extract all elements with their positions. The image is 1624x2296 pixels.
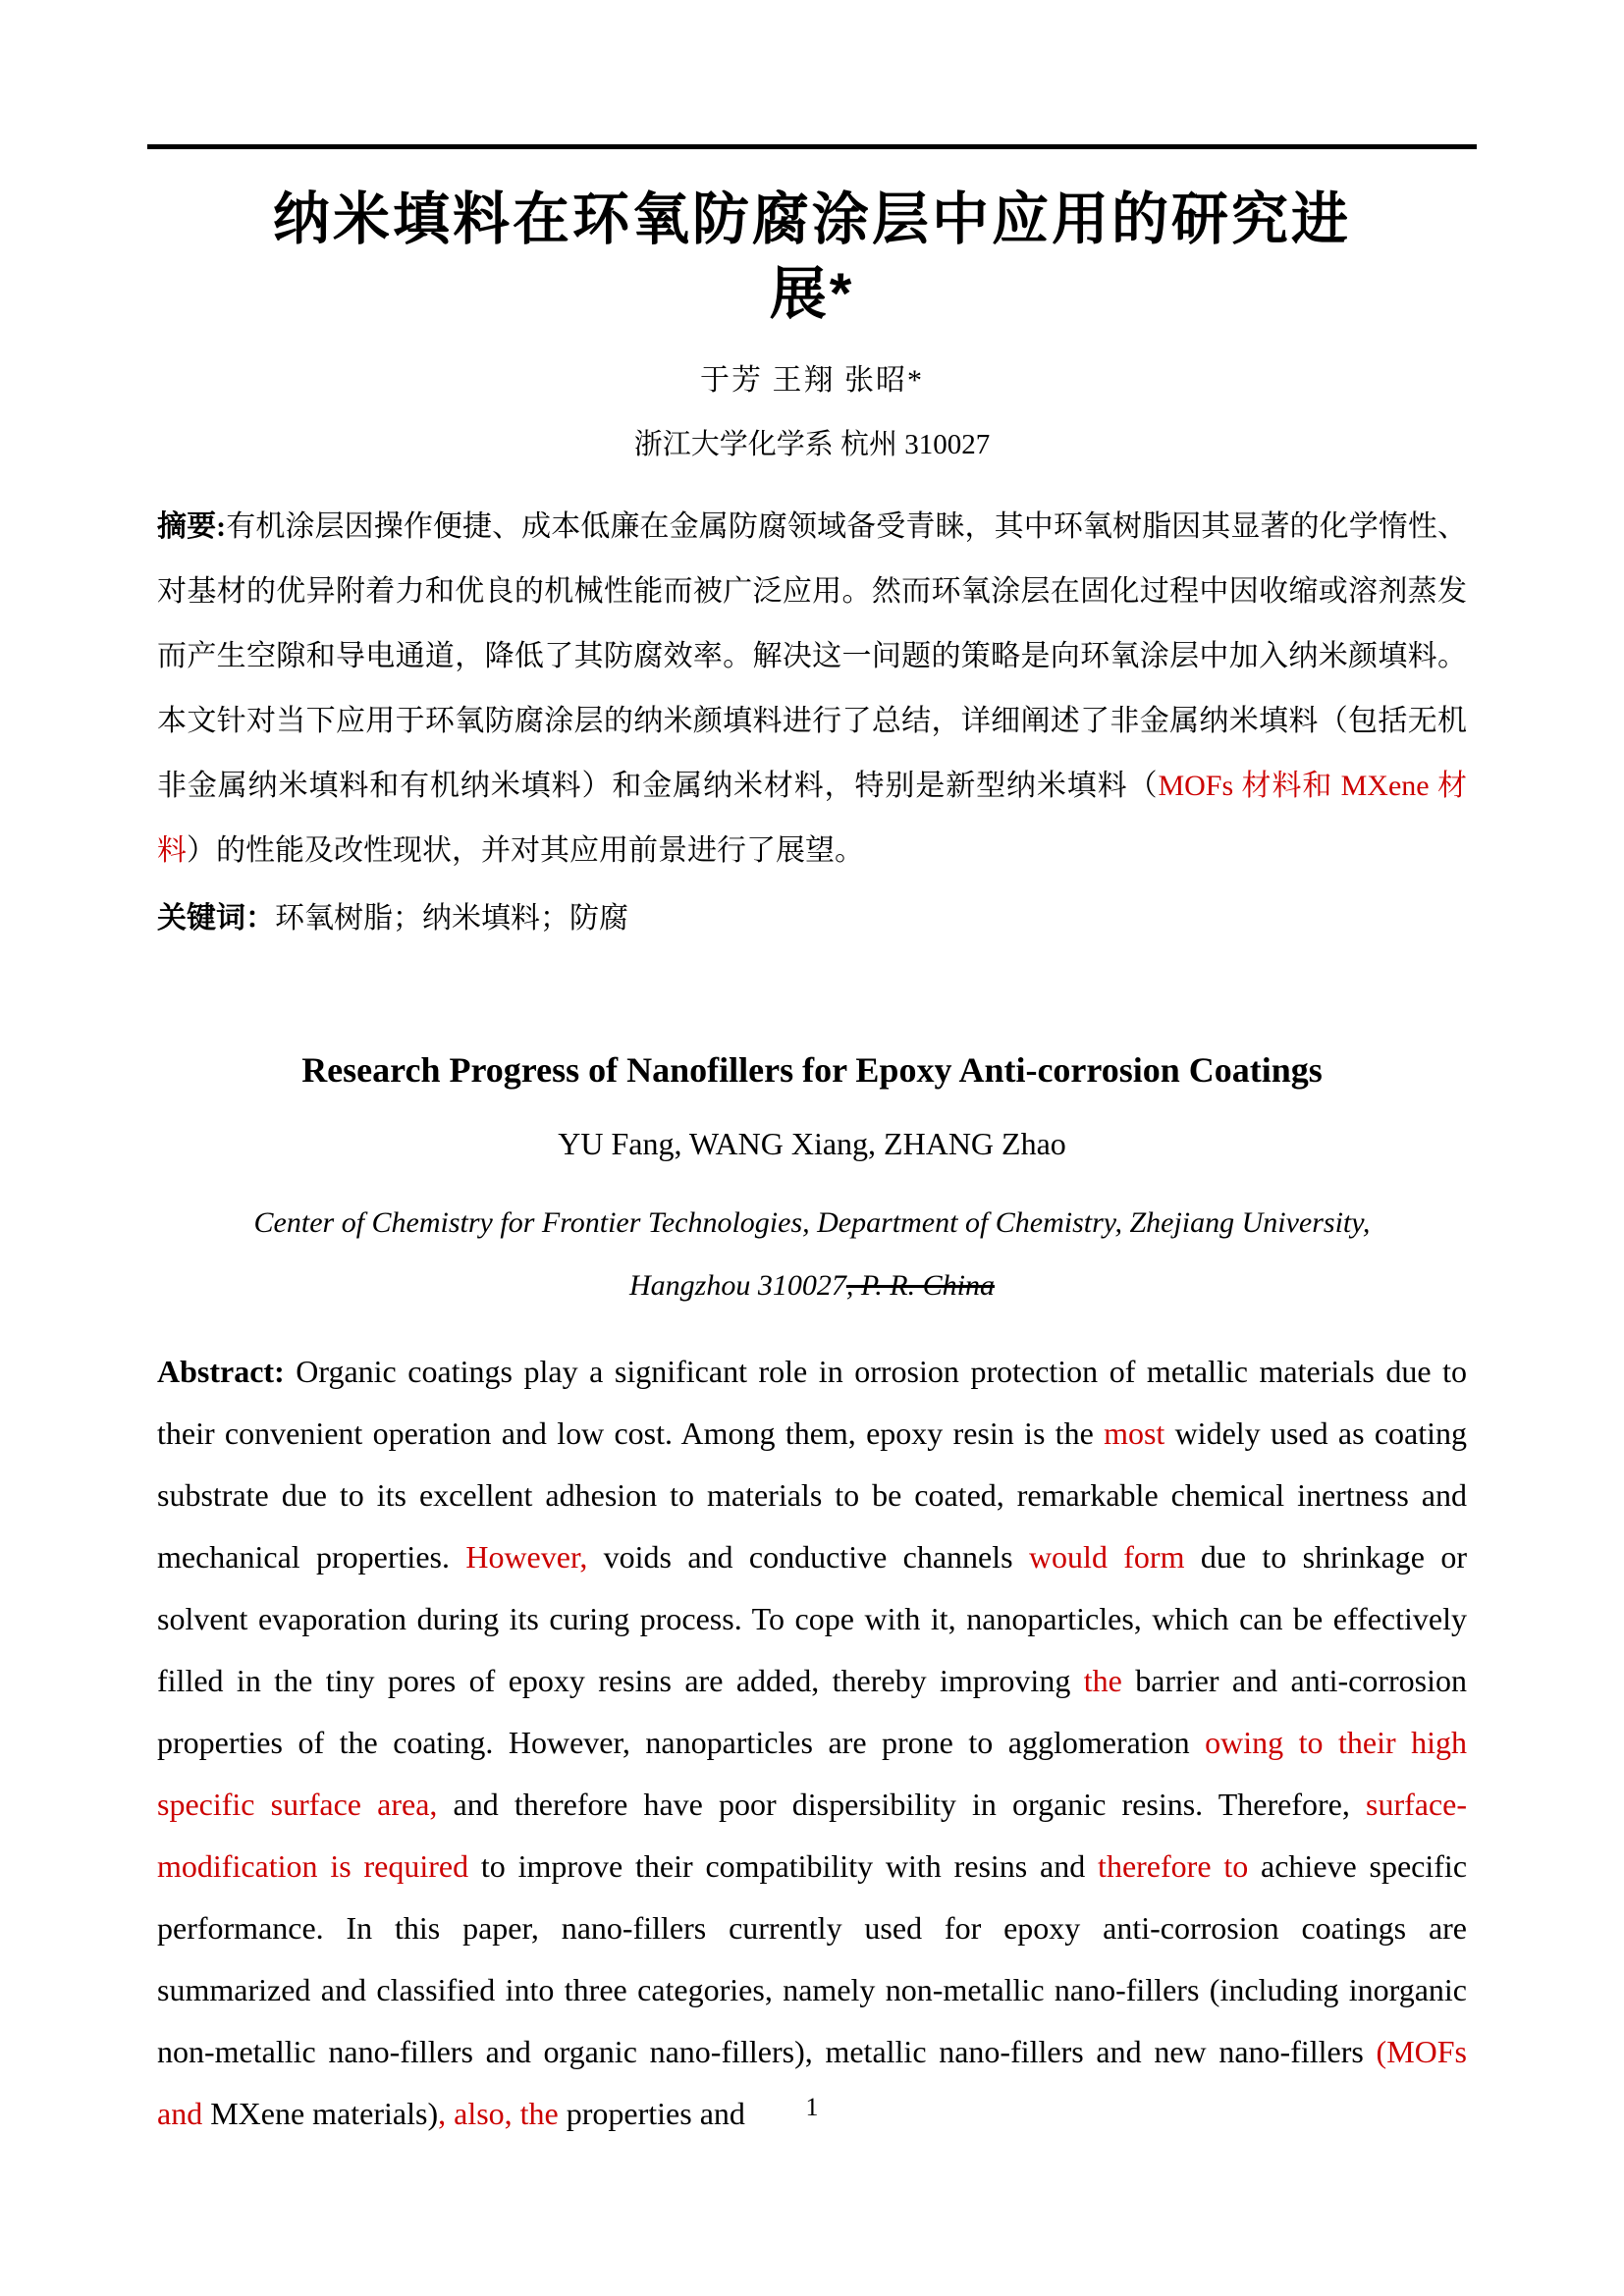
chinese-affiliation: 浙江大学化学系 杭州 310027 <box>633 429 991 460</box>
chinese-abstract <box>157 495 1467 883</box>
english-abstract <box>157 1341 1467 2145</box>
english-affiliation-line2 <box>157 1255 1467 1317</box>
chinese-keywords-label: 关键词： <box>157 902 275 934</box>
text-run: due to shrinkage or solvent evaporation during its curing process. To cope with it, nanoparticles, which can be effectively filled in the tiny pores of epoxy resins are added, thereby improving <box>157 1539 1468 1698</box>
text-run: ）的性能及改性现状，并对其应用前景进行了展望。 <box>187 834 864 867</box>
chinese-title-line2: 展* <box>769 262 855 326</box>
revision-red-text: would form <box>1028 1539 1185 1575</box>
revision-red-text: (MOFs and <box>157 2034 1467 2131</box>
header-rule <box>147 144 1477 149</box>
text-run: properties and <box>558 2096 745 2131</box>
text-run: MXene materials) <box>202 2096 439 2131</box>
english-authors: YU Fang, WANG Xiang, ZHANG Zhao <box>558 1126 1066 1161</box>
chinese-keywords <box>157 889 1467 948</box>
english-title: Research Progress of Nanofillers for Epoxy Anti-corrosion Coatings <box>301 1050 1323 1090</box>
chinese-abstract-text <box>157 510 1467 867</box>
text-run: barrier and anti-corrosion properties of the coating. However, nanoparticles are prone to agglomeration <box>157 1663 1468 1760</box>
text-run: achieve specific performance. In this paper, nano-fillers currently used for epoxy anti-corrosion coatings are summarized and classified into three categories, namely non-metallic nano-fillers (including inorganic non-metallic nano-fillers and organic nano-fillers), metallic nano-fillers and new nano-fillers <box>157 1848 1468 2069</box>
text-run: to improve their compatibility with resins and <box>468 1848 1099 1884</box>
revision-red-text: therefore to <box>1098 1848 1249 1884</box>
english-affiliation-city: Hangzhou 310027 <box>629 1269 846 1302</box>
revision-red-text: MOFs 材料和 MXene 材料 <box>157 770 1467 867</box>
text-run: Organic coatings play a significant role in orrosion protection of metallic materials due to their convenient operation and low cost. Among them, epoxy resin is the <box>157 1354 1467 1451</box>
revision-red-text: owing to their high specific surface area, <box>157 1725 1468 1822</box>
english-affiliation <box>157 1192 1467 1317</box>
chinese-abstract-label: 摘要: <box>157 510 227 543</box>
revision-red-text: most <box>1104 1415 1165 1451</box>
chinese-keywords-text: 环氧树脂；纳米填料；防腐 <box>275 902 628 934</box>
text-run: 有机涂层因操作便捷、成本低廉在金属防腐领域备受青睐，其中环氧树脂因其显著的化学惰性、对基材的优异附着力和优良的机械性能而被广泛应用。然而环氧涂层在固化过程中因收缩或溶剂蒸发而产生空隙和导电通道，降低了其防腐效率。解决这一问题的策略是向环氧涂层中加入纳米颜填料。本文针对当下应用于环氧防腐涂层的纳米颜填料进行了总结，详细阐述了非金属纳米填料（包括无机非金属纳米填料和有机纳米填料）和金属纳米材料，特别是新型纳米填料（ <box>157 510 1468 802</box>
revision-red-text: the <box>1083 1663 1122 1698</box>
english-abstract-label: Abstract: <box>157 1354 285 1389</box>
english-abstract-text <box>157 1354 1467 2131</box>
revision-red-text: However, <box>465 1539 588 1575</box>
text-run: and therefore have poor dispersibility in organic resins. Therefore, <box>437 1787 1366 1822</box>
revision-red-text: , also, the <box>438 2096 559 2131</box>
english-affiliation-line1: Center of Chemistry for Frontier Technologies, Department of Chemistry, Zhejiang University, <box>253 1206 1371 1239</box>
english-affiliation-struck-text: , P. R. China <box>845 1269 995 1302</box>
chinese-title <box>157 183 1467 332</box>
text-run: voids and conductive channels <box>587 1539 1029 1575</box>
text-run: widely used as coating substrate due to its excellent adhesion to materials to be coated, remarkable chemical inertness and mechanical properties. <box>157 1415 1468 1575</box>
revision-red-text: surface-modification is required <box>157 1787 1468 1884</box>
page-number: 1 <box>805 2093 819 2121</box>
chinese-title-line1: 纳米填料在环氧防腐涂层中应用的研究进 <box>272 187 1351 251</box>
chinese-authors: 于芳 王翔 张昭* <box>700 364 924 397</box>
